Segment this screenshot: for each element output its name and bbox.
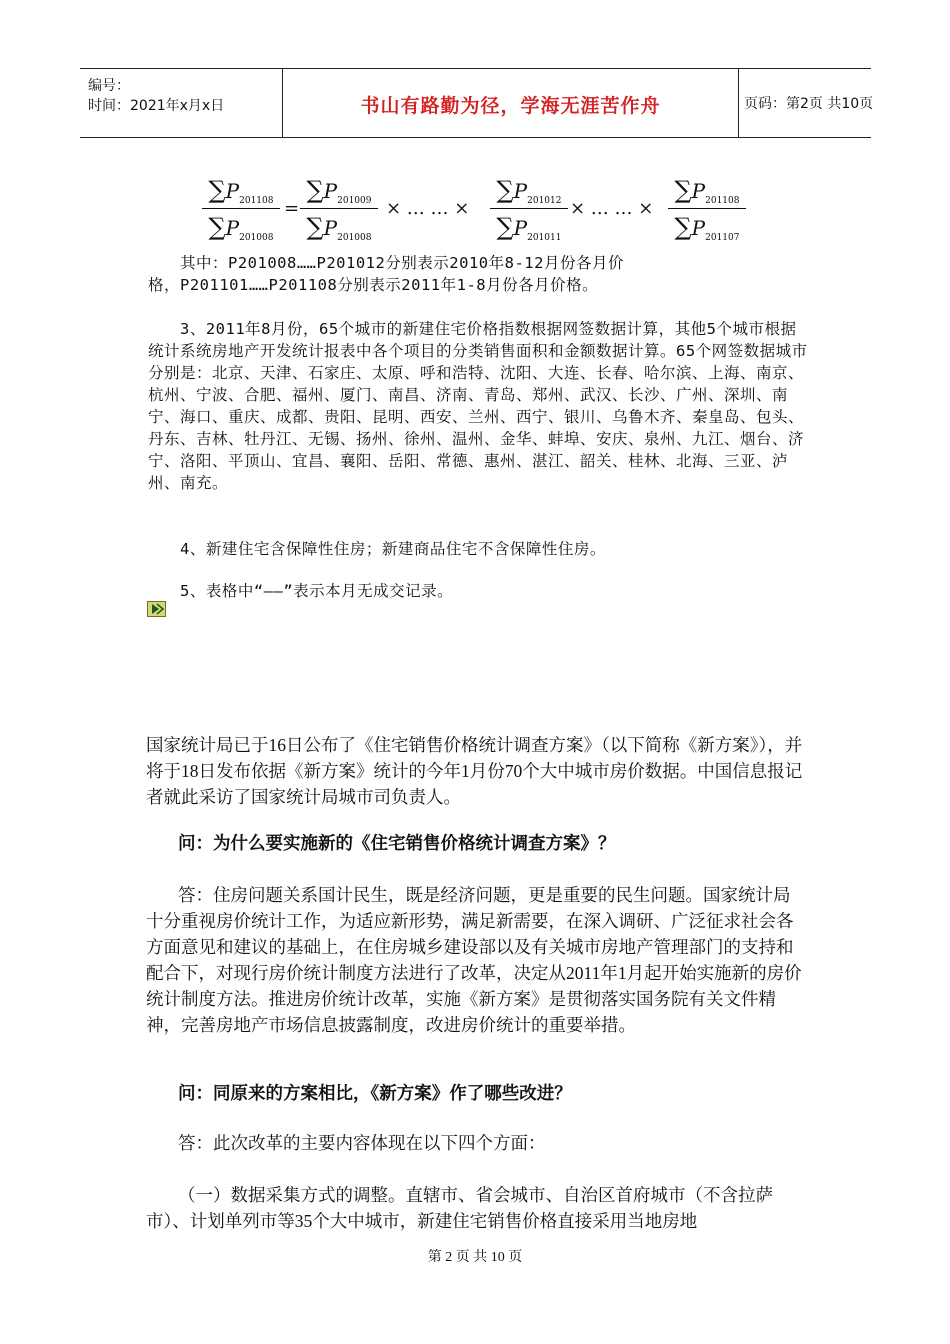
- formula-note: [148, 252, 808, 296]
- formula-fraction-2: $\sum P_{201009}$ $\sum P_{201008}$: [298, 176, 380, 243]
- header-page-info: 页码：第2页 共10页: [744, 96, 874, 112]
- article-answer-1: 答：住房问题关系国计民生，既是经济问题，更是重要的民生问题。国家统计局十分重视房价统计工作，为适应新形势，满足新需要，在深入调研、广泛征求社会各方面意见和建议的基础上，在住房城乡建设部以及有关城市房地产管理部门的支持和配合下，对现行房价统计制度方法进行了改革，决定从2011年1月起开始实施新的房价统计制度方法。推进房价统计改革，实施《新方案》是贯彻落实国务院有关文件精神，完善房地产市场信息披露制度，改进房价统计的重要举措。: [146, 885, 802, 1035]
- formula-note-line-2: 格，P201101……P201108分别表示2011年1-8月份各月价格。: [148, 276, 599, 294]
- note-item-5: 5、表格中“——”表示本月无成交记录。: [180, 582, 454, 600]
- note-item-3: 3、2011年8月份，65个城市的新建住宅价格指数根据网签数据计算，其他5个城市根据统计系统房地产开发统计报表中各个项目的分类销售面积和金额数据计算。65个网签数据城市分别是：北京、天津、石家庄、太原、呼和浩特、沈阳、大连、长春、哈尔滨、上海、南京、杭州、宁波、合肥、福州、厦门、南昌、济南、青岛、郑州、武汉、长沙、广州、深圳、南宁、海口、重庆、成都、贵阳、昆明、西安、兰州、西宁、银川、乌鲁木齐、秦皇岛、包头、丹东、吉林、牡丹江、无锡、扬州、徐州、温州、金华、蚌埠、安庆、泉州、九江、烟台、济宁、洛阳、平顶山、宜昌、襄阳、岳阳、常德、惠州、湛江、韶关、桂林、北海、三亚、泸州、南充。: [148, 320, 808, 492]
- formula-note-line-1: 其中：P201008……P201012分别表示2010年8-12月份各月价: [180, 254, 624, 272]
- header-date: 时间：2021年x月x日: [88, 98, 225, 114]
- formula-ellipsis-1: × … … ×: [386, 198, 470, 219]
- formula-ellipsis-2: × … … ×: [570, 198, 654, 219]
- header-left-cell: [80, 69, 282, 137]
- formula-fraction-4: $\sum P_{201108}$ $\sum P_{201107}$: [666, 176, 748, 243]
- arrow-icon: [149, 603, 164, 615]
- formula-fraction-3: $\sum P_{201012}$ $\sum P_{201011}$: [488, 176, 570, 243]
- page-footer: 第 2 页 共 10 页: [427, 1250, 523, 1265]
- header-center-cell: [282, 69, 739, 137]
- formula-equals: =: [284, 198, 300, 219]
- header-number: 编号：: [88, 78, 130, 94]
- header-right-cell: [738, 69, 874, 137]
- header-motto: 书山有路勤为径，学海无涯苦作舟: [360, 95, 661, 117]
- article-question-1: 问：为什么要实施新的《住宅销售价格统计调查方案》？: [178, 833, 616, 853]
- note-item-4: 4、新建住宅含保障性住房；新建商品住宅不含保障性住房。: [180, 540, 606, 558]
- index-formula: [200, 176, 745, 246]
- embedded-object-icon[interactable]: [147, 601, 166, 617]
- article-question-2: 问：同原来的方案相比，《新方案》作了哪些改进？: [178, 1083, 572, 1103]
- formula-fraction-1: $\sum P_{201108}$ $\sum P_{201008}$: [200, 176, 282, 243]
- document-header: [80, 68, 874, 138]
- article-paragraph-adjustment: （一）数据采集方式的调整。直辖市、省会城市、自治区首府城市（不含拉萨市）、计划单列市等35个大中城市，新建住宅销售价格直接采用当地房地: [146, 1185, 773, 1231]
- article-intro: 国家统计局已于16日公布了《住宅销售价格统计调查方案》（以下简称《新方案》），并将于18日发布依据《新方案》统计的今年1月份70个大中城市房价数据。中国信息报记者就此采访了国家统计局城市司负责人。: [146, 735, 803, 807]
- article-answer-2: 答：此次改革的主要内容体现在以下四个方面：: [178, 1133, 546, 1153]
